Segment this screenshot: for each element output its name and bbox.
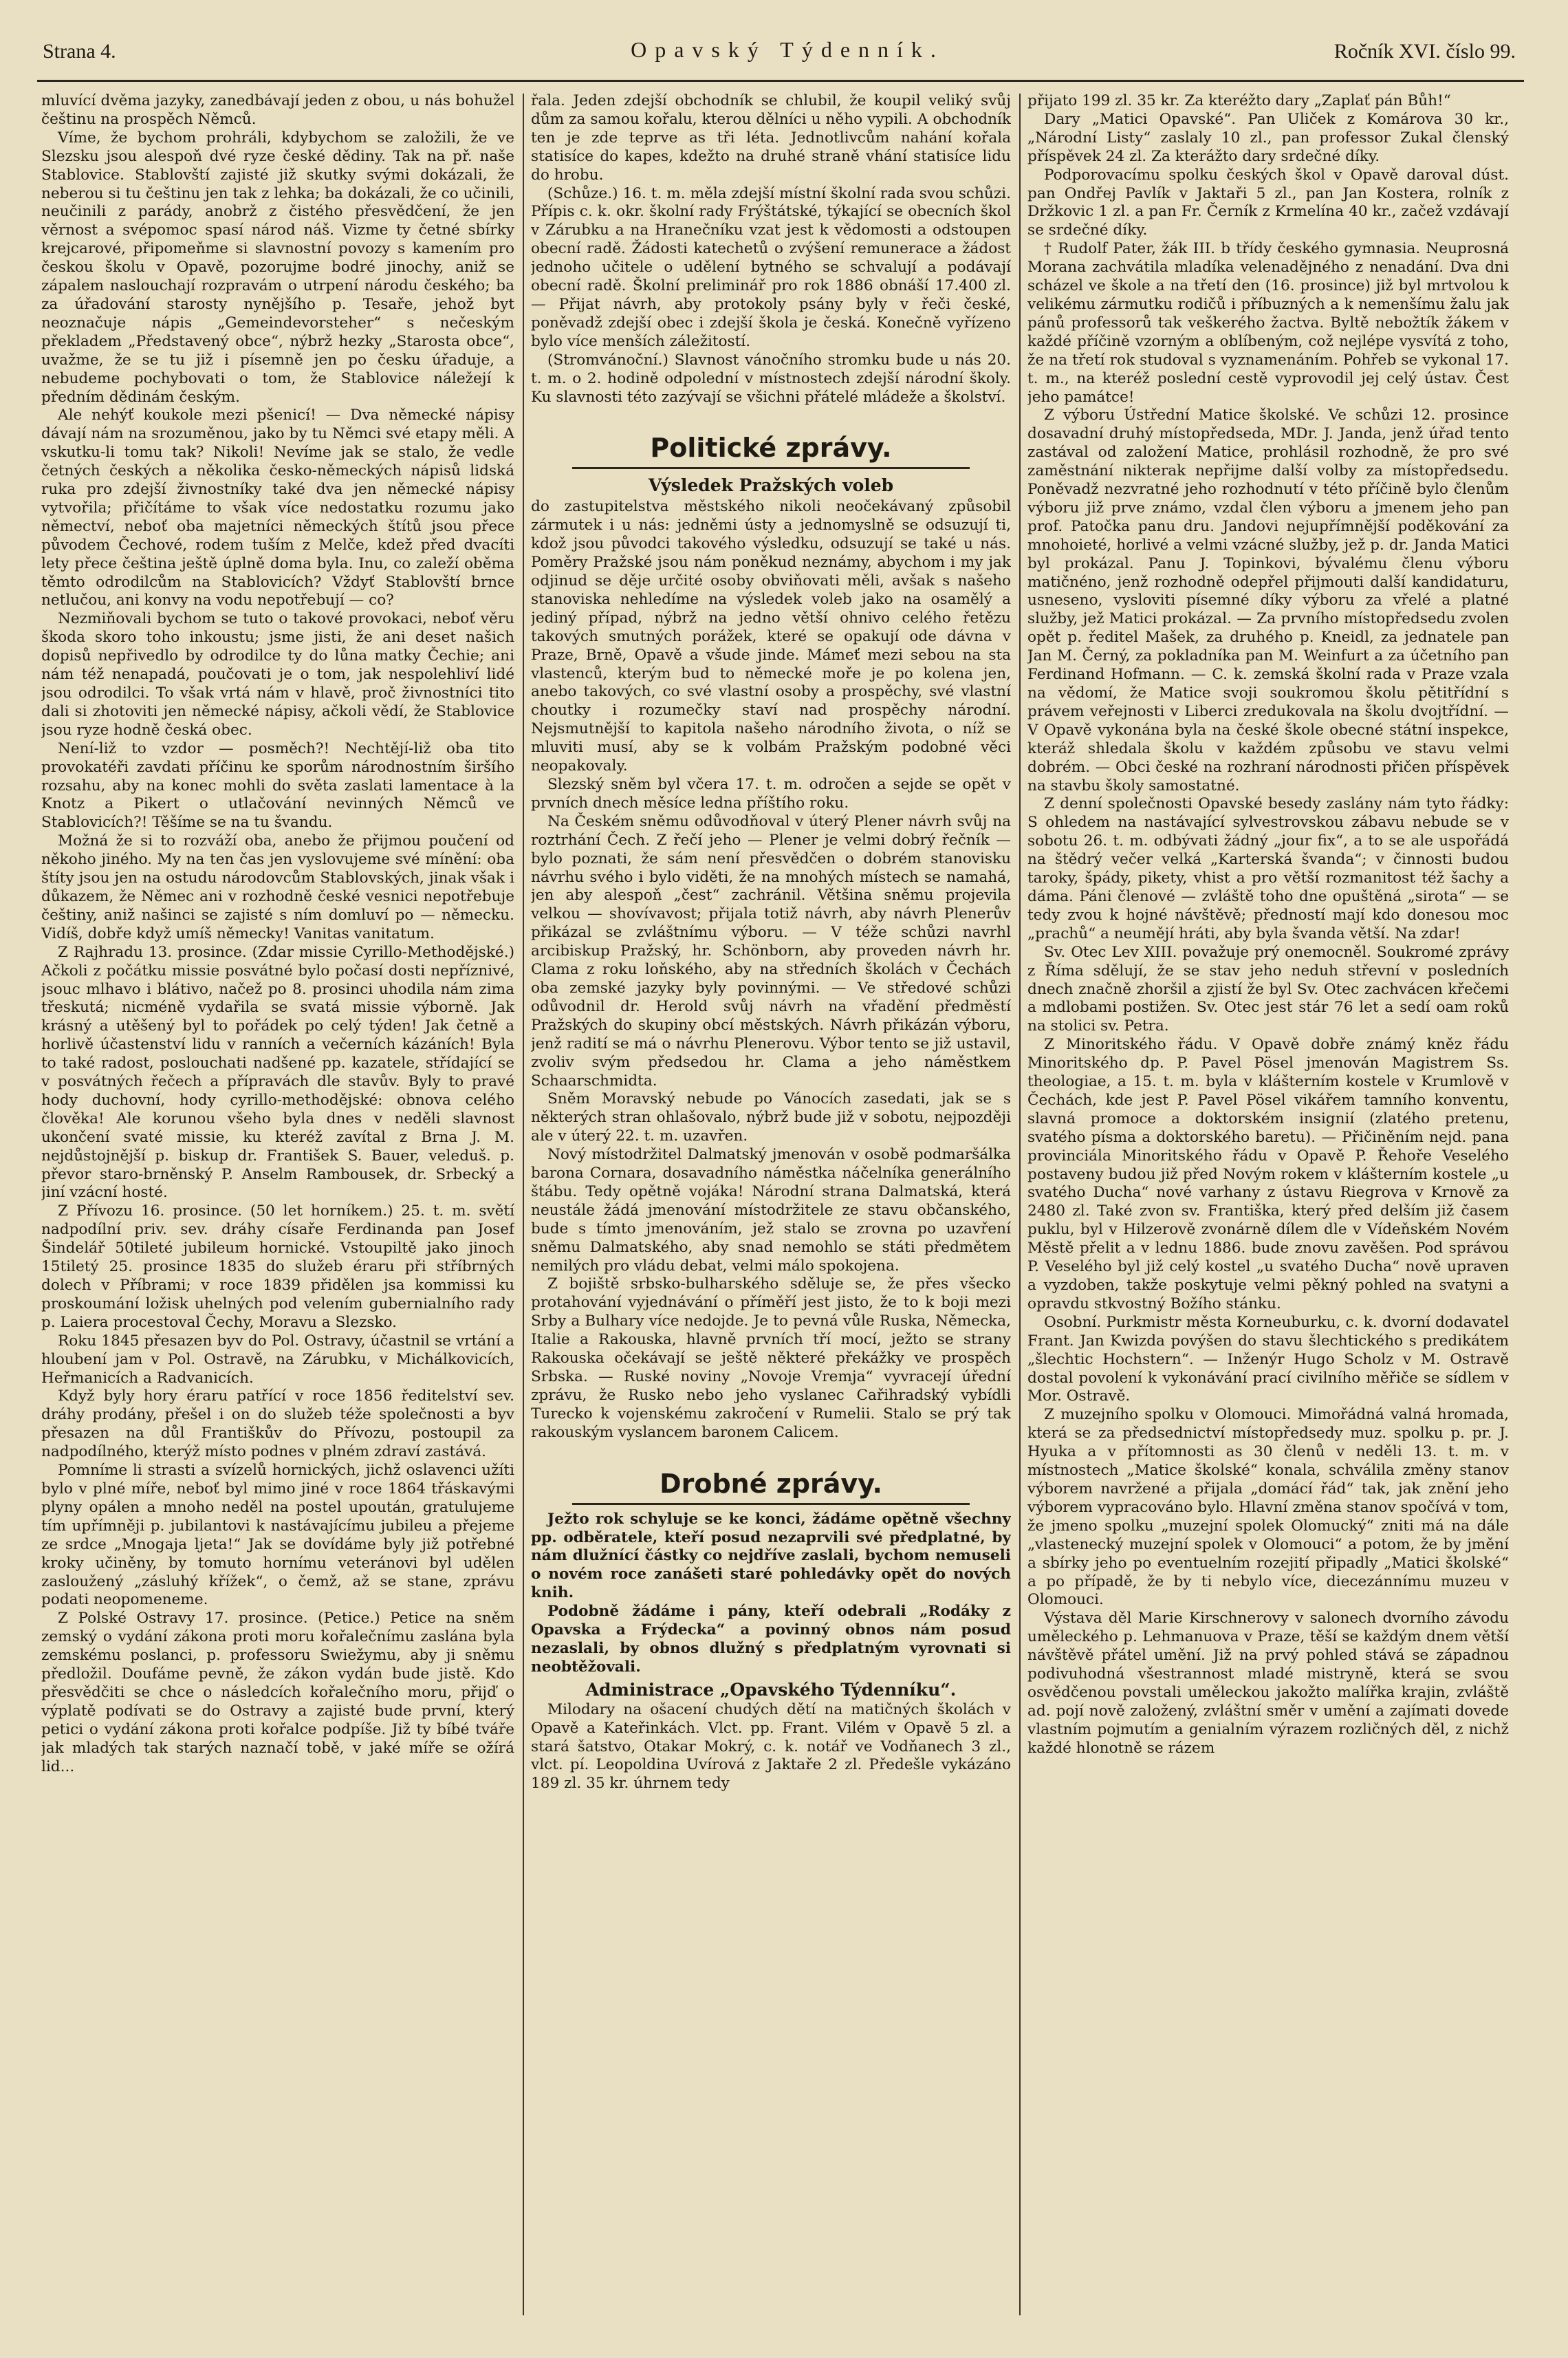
column-divider-1 bbox=[523, 94, 524, 2315]
column-3 bbox=[1027, 92, 1509, 2328]
paragraph: Ale nehýť koukole mezi pšenicí! — Dva německé nápisy dávají nám na srozuměnou, jako by tu Němci své etapy měli. A vskutku-li tomu tak? Nikoli! Nevíme jak se stalo, že vedle četných českých a několika česko-německých nápisů lidská ruka pro zdejší živnostníky také dva jen německé nápisy vytvořila; přičítáme to však více nedostatku rozumu jako němectví, neboť oba majetníci německých štítů jsou přece původem Čechové, rodem tuším z Melče, kdež před dvacíti lety přece čeština ještě úplně doma byla. Inu, co zaleží oběma těmto odrodilcům na Stablovicích? Vždyť Stablovští brnce netlučou, ani konvy na vodu nepotřebují — co? bbox=[41, 407, 514, 609]
paragraph: Pomníme li strasti a svízelů hornických, jichž oslavenci užíti bylo v plné míře, neboť byl mimo jiné v roce 1864 třáskavými plyny opálen a mnoho neděl na postel upoután, gratulujeme tím upřímněji p. jubilantovi k nastávajícímu jubileu a přejeme ze srdce „Mnogaja ljeta!“ Jak se dovídáme byly již potřebné kroky učiněny, by tomuto hornímu veteránovi byl udělen zasloužený „zásluhý křížek“, o čemž, až se stane, zprávu podati neopomeneme. bbox=[41, 1462, 514, 1609]
paragraph: † Rudolf Pater, žák III. b třídy českého gymnasia. Neuprosná Morana zachvátila mladíka velenadějného z nenadání. Dva dni scházel ve škole a na třetí den (16. prosince) již byl mrtvolou k velikému zármutku rodičů i příbuzných a k nemenšímu žalu jak pánů professorů tak veškerého žactva. Byltě nebožtík žákem v každé příčině vzorným a oblíbeným, což nejlépe vysvítá z toho, že na třetí rok studoval s vyznamenáním. Pohřeb se vykonal 17. t. m., na kteréž poslední cestě vyprovodil jej celý ústav. Čest jeho památce! bbox=[1027, 240, 1509, 406]
paragraph: Není-liž to vzdor — posměch?! Nechtějí-liž oba tito provokatéři zavdati příčinu ke sporům národnostním širšího rozsahu, aby na konec mohli do světa zaslati lamentace à la Knotz a Pikert o utlačování nevinných Němců ve Stablovicích?! Těšíme se na tu švandu. bbox=[41, 739, 514, 832]
newspaper-page bbox=[28, 30, 1547, 2335]
paragraph: Sněm Moravský nebude po Vánocích zasedati, jak se s některých stran ohlašovalo, nýbrž bude již v sobotu, nejpozději ale v úterý 22. t. m. uzavřen. bbox=[531, 1090, 1011, 1145]
paragraph: Na Českém sněmu odůvodňoval v úterý Plener návrh svůj na roztrhání Čech. Z řečí jeho — Plener je velmi dobrý řečník — bylo poznati, že sám není přesvědčen o dobrém stanovisku návrhu svého i bylo viděti, že na mnohých místech se namahá, jen aby alespoň „čest“ zachránil. Většina sněmu projevila velkou — shovívavost; přijala totiž návrh, aby návrh Plenerův přikázal se zvláštnímu výboru. — V téže schůzi navrhl arcibiskup Pražský, hr. Schönborn, aby proveden návrh hr. Clama z roku loňského, aby na středních školách v Čechách oba zemské jazyky byly povinnými. — Ve středové schůzi odůvodnil dr. Herold svůj návrh na vřadění předměstí Pražských do skupiny obcí městských. Návrh přikázán výboru, jenž radití se má o návrhu Plenerovu. Výbor tento se již ustavil, zvoliv svým předsedou hr. Clama a jeho náměstkem Schaarschmidta. bbox=[531, 812, 1011, 1090]
paragraph: Z bojiště srbsko-bulharského sděluje se, že přes všecko protahování vyjednávání o příměří jest jisto, že to k boji mezi Srby a Bulhary více nedojde. Je to pevná vůle Ruska, Německa, Italie a Rakouska, hlavně prvních tří mocí, ježto se strany Rakouska očekávají se ještě některé překážky ve prospěch Srbska. — Ruské noviny „Novoje Vremja“ vyvracejí úřední zprávu, že Rusko nebo jeho vyslanec Cařihradský vybídli Turecko k vojenskému zakročení v Rumelii. Stalo se prý tak rakouským vyslancem baronem Calicem. bbox=[531, 1275, 1011, 1441]
paragraph: Podporovacímu spolku českých škol v Opavě daroval dúst. pan Ondřej Pavlík v Jaktaři 5 zl., pan Jan Kostera, rolník z Držkovic 1 zl. a pan Fr. Černík z Krmelína 40 kr., začež vzdávají se srdečné díky. bbox=[1027, 166, 1509, 239]
paragraph: (Schůze.) 16. t. m. měla zdejší místní školní rada svou schůzi. Přípis c. k. okr. školní rady Frýštátské, týkající se obecních škol v Zárubku a na Hranečníku vzat jest k vědomosti a odstoupen obecní radě. Žádosti katechetů o zvýšení remunerace a žádost jednoho učitele o udělení bytného se schvalují a podávají obecní radě. Školní preliminář pro rok 1886 obnáší 17.400 zl. — Přijat návrh, aby protokoly psány byly v řeči české, poněvadž zdejší obec i zdejší škola je česká. Konečně vyřízeno bylo více menších záležitostí. bbox=[531, 184, 1011, 350]
header-rule bbox=[37, 80, 1524, 82]
issue-label: Ročník XVI. číslo 99. bbox=[1333, 40, 1516, 63]
paragraph: Dary „Matici Opavské“. Pan Uliček z Komárova 30 kr., „Národní Listy“ zaslaly 10 zl., pan professor Zukal členský příspěvek 24 zl. Za kterážto dary srdečné díky. bbox=[1027, 110, 1509, 165]
paragraph: Nezmiňovali bychom se tuto o takové provokaci, neboť věru škoda skoro toho inkoustu; jsme jisti, že ani deset našich dopisů nepřivedlo by odrodilce ty do lůna matky Čechie; ani nám též nenapadá, poučovati je o tom, jak nespolehliví lidé jsou odrodilci. To však vrtá nám v hlavě, proč živnostníci tito dali si zhotoviti jen německé nápisy, ačkoli vědí, že Stablovice jsou ryze hodně česká obec. bbox=[41, 610, 514, 739]
page-number: Strana 4. bbox=[43, 40, 116, 63]
column-divider-2 bbox=[1019, 94, 1021, 2315]
paragraph: Víme, že bychom prohráli, kdybychom se založili, že ve Slezsku jsou alespoň dvé ryze české dědiny. Tak na př. naše Stablovice. Stablovští zajisté již skutky svými dokázali, že neberou si tu češtinu jen tak z lehka; ba dokázali, že co učinili, neučinili z parády, anobrž z čistého přesvědčení, že jen věrnost a svépomoc spasí národ náš. Vizme ty četné sbírky krejcarové, připomeňme si slavnostní povozy s kamením pro českou školu v Opavě, pozorujme bodré jinochy, aniž se zápalem naslouchají rozpravám o utrpení národu českého; ba za úřadování starosty nynějšího p. Tesaře, jehož byt neoznačuje nápis „Gemeindevorsteher“ s nečeským překladem „Představený obce“, nýbrž hezky „Starosta obce“, uvažme, že se tu již i písemně jen po česku úřaduje, a nebudeme pochybovati o tom, že Stablovice náležejí k předním dědinám českým. bbox=[41, 129, 514, 406]
running-header bbox=[28, 30, 1547, 72]
paragraph: řala. Jeden zdejší obchodník se chlubil, že koupil veliký svůj dům za samou kořalu, kterou dělníci u něho vypili. A obchodník ten je zde teprve as tři léta. Jednotlivcům nahání kořala statisíce do kapes, kdežto na druhé straně vhání statisíce lidu do hrobu. bbox=[531, 92, 1011, 184]
paragraph: Z Rajhradu 13. prosince. (Zdar missie Cyrillo-Methodějské.) Ačkoli z počátku missie posvátné bylo počasí dosti nepříznivé, jsouc mlhavo i blátivo, načež po 8. prosinci uhodila nám zima třeskutá; nicméně vydařila se svatá missie výborně. Jak krásný a utěšený byl to pořádek po celý týden! Jak četně a horlivě účastenství lidu v ranních a večerních kázáních! Byla to také radost, poslouchati nadšené pp. kazatele, střídající se v posvátných řečech a přípravách dle stavův. Byly to pravé hody duchovní, hody cyrillo-methodějské: obnova celého člověka! Ale korunou všeho byla dnes v neděli slavnost ukončení svaté missie, ku kteréž zavítal z Brna J. M. nejdůstojnější p. biskup dr. František S. Bauer, veleduš. p. převor staro-brněnský P. Anselm Rambousek, dr. Srbecký a jiní vzácní hosté. bbox=[41, 943, 514, 1202]
paragraph: Podobně žádáme i pány, kteří odebrali „Rodáky z Opavska a Frýdecka“ a povinný obnos nám posud nezaslali, by obnos dlužný s předplatným vyrovnati si neobtěžovali. bbox=[531, 1603, 1011, 1676]
paragraph: Z muzejního spolku v Olomouci. Mimořádná valná hromada, která se za předsednictví místopředsedy muz. spolku p. pr. J. Hyuka a v přítomnosti as 30 členů v neděli 13. t. m. v místnostech „Matice školské“ konala, schválila změny stanov výborem navržené a přijala „domácí řád“ tak, jak znění jeho výborem vypracováno bylo. Hlavní změna stanov spočívá v tom, že jmeno spolku „muzejní spolek Olomucký“ zniti má na dále „vlastenecký muzejní spolek v Olomouci“ a potom, že by jmění a sbírky jeho po eventuelním rozejití připadly „Matici školské“ a po případě, že by ti nebylo více, diecezánnímu muzeu v Olomouci. bbox=[1027, 1406, 1509, 1609]
paragraph: mluvící dvěma jazyky, zanedbávají jeden z obou, u nás bohužel češtinu na prospěch Němců. bbox=[41, 92, 514, 128]
section-title-small-news: Drobné zprávy. bbox=[660, 1468, 882, 1499]
column-2 bbox=[531, 92, 1011, 2328]
paragraph: Slezský sněm byl včera 17. t. m. odročen a sejde se opět v prvních dnech měsíce ledna příštího roku. bbox=[531, 776, 1011, 812]
paragraph: Výstava děl Marie Kirschnerovy v salonech dvorního závodu uměleckého p. Lehmanuova v Praze, těší se každým dnem větší návštěvě přátel umění. Již na prvý pohled stává se západnou podivuhodná všestrannost mladé mistryně, která se svou osvědčenou povstali uměleckou jakožto malířka krajin, zvláště ad. pojí nově založený, zvláštní směr v umění a zajímati dovede vlastním pojmutím a genialním výrazem rozličných děl, z nichž každé hlonotně se rázem bbox=[1027, 1610, 1509, 1757]
paragraph: Milodary na ošacení chudých dětí na matičných školách v Opavě a Kateřinkách. Vlct. pp. Frant. Vilém v Opavě 5 zl. a stará šatstvo, Otakar Mokrý, c. k. notář ve Vodňanech 3 zl., vlct. pí. Leopoldina Uvírová z Jaktaře 2 zl. Předešle vykázáno 189 zl. 35 kr. úhrnem tedy bbox=[531, 1700, 1011, 1793]
paragraph: Z výboru Ústřední Matice školské. Ve schůzi 12. prosince dosavadní druhý místopředseda, MDr. J. Janda, jenž úřad tento zastával od založení Matice, prohlásil rozhodně, že pro své zaměstnání nikterak nepřijme další volby za místopředsedu. Poněvadž nezvratné jeho rozhodnutí v této příčině bylo členům výboru již prve známo, vzdal člen výboru a jmenem jeho pan prof. Patočka panu dru. Jandovi nejupřímnější poděkování za mnohoieté, horlivé a velmi vzácné služby, jež p. dr. Janda Matici byl prokázal. Panu J. Topinkovi, bývalému členu výboru matičnéno, jenž rozhodně odepřel přijmouti další kandidaturu, usneseno, vysloviti písemné díky výboru za vřelé a platné služby, jež Matici prokázal. — Za prvního místopředsedu zvolen opět p. ředitel Mašek, za druhého p. Kneidl, za jednatele pan Jan M. Černý, za pokladníka pan M. Weinfurt a za účetního pan Ferdinand Hofmann. — C. k. zemská školní rada v Praze vzala na vědomí, že Matice svoji soukromou školu pětitřídní s právem veřejnosti v Liberci zredukovala na školu dvojtřídní. — V Opavě vykonána byla na české škole obecné státní inspekce, kteráž shledala školu v každém způsobu ve stavu velmi dobrém. — Obci české na rozhraní národnosti přičen příspěvek na stavbu školy samostatné. bbox=[1027, 407, 1509, 794]
paragraph: Nový místodržitel Dalmatský jmenován v osobě podmaršálka barona Cornara, dosavadního náměstka náčelníka generálního štábu. Tedy opětně vojáka! Národní strana Dalmatská, která neustále žádá jmenování místodržitele ze stavu občanského, bude s tímto jmenováním, jež stalo se zrovna po uzavření sněmu Dalmatského, aby snad nemohlo se státi předmětem nemilých pro vládu debat, velmi málo spokojena. bbox=[531, 1146, 1011, 1275]
paragraph: do zastupitelstva městského nikoli neočekávaný způsobil zármutek i u nás: jedněmi ústy a jednomyslně se odsuzují ti, kdož jsou původci takového výsledku, odsuzují se také u nás. Poměry Pražské jsou nám poněkud neznámy, abychom i my jak odjinud se děje určité osoby obviňovati měli, avšak s našeho stanoviska nehledíme na výsledek voleb jako na osamělý a jediný případ, nýbrž na jedno větší ohnivo celého řetězu takových smutných porážek, které se opakují ode dávna v Praze, Brně, Opavě a všude jinde. Mámeť mezi sebou na sta vlastenců, kterým bud to německé moře je po kolena jen, anebo takových, co své vlastní osoby a prospěchy, své vlastní choutky i rozumečky staví nad prospěchy národní. Nejsmutnější to kapitola našeho národního života, o níž se mluviti musí, aby se k volbám Pražským podobné věci neopakovaly. bbox=[531, 498, 1011, 775]
paragraph: Z Minoritského řádu. V Opavě dobře známý kněz řádu Minoritského dp. P. Pavel Pösel jmenován Magistrem Ss. theologiae, a 15. t. m. byla v klášterním kostele v Krumlově v Čechách, kde jest P. Pavel Pösel vikářem tamního konventu, slavná promoce a doktorském insignií (zlatého pretenu, svatého písma a doktorského baretu). — Přičiněním nejd. pana provinciála Minoritského řádu v Opavě P. Řehoře Veselého postaveny budou již před Novým rokem v klášterním kostele „u svatého Ducha“ nové varhany z ústavu Riegrova v Krnově za 2480 zl. Také zvon sv. Františka, který před delším již časem puklu, byl v Hilzerově zvonárně dílem dle v Vídeňském Novém Městě přelit a v lednu 1886. bude znovu zavěšen. Pod správou P. Veselého byl již celý kostel „u svatého Ducha“ nově upraven a vyzdoben, takže poskytuje velmi pěkný pohled na svatyni a opravdu stkvostný Božího stánku. bbox=[1027, 1036, 1509, 1312]
paragraph: Z Polské Ostravy 17. prosince. (Petice.) Petice na sněm zemský o vydání zákona proti moru kořalečnímu zaslána byla zemskému poslanci, p. professoru Swiežymu, aby ji sněmu předložil. Doufáme pevně, že zákon vydán bude jistě. Kdo přesvědčiti se chce o následcích kořalečního moru, přijď o výplatě podívati se do Ostravy a zajisté bude první, který petici o vydání zákona proti kořalce podpíše. Již ty bíbé tváře jak mladých tak starých naznačí tobě, v jaké míře se ožírá lid... bbox=[41, 1610, 514, 1775]
paragraph: Sv. Otec Lev XIII. považuje prý onemocněl. Soukromé zprávy z Říma sdělují, že se stav jeho neduh střevní v posledních dnech značně zhoršil a zjistí že byl Sv. Otec zachvácen křečemi a mdlobami postižen. Sv. Otec jest stár 76 let a sedí oam roků na stolici sv. Petra. bbox=[1027, 943, 1509, 1035]
paragraph: přijato 199 zl. 35 kr. Za kteréžto dary „Zaplať pán Bůh!“ bbox=[1027, 92, 1451, 109]
section-title-political: Politické zprávy. bbox=[650, 433, 892, 464]
newspaper-title: Opavský Týdenník. bbox=[631, 37, 944, 62]
paragraph: Ježto rok schyluje se ke konci, žádáme opětně všechny pp. odběratele, kteří posud nezaprvili své předplatné, by nám dlužnící částky co nejdříve zaslali, bychom nemuseli o novém roce zanášeti staré pohledávky opět do nových knih. bbox=[531, 1510, 1011, 1602]
administration-heading: Administrace „Opavského Týdenníku“. bbox=[585, 1679, 957, 1700]
paragraph: Roku 1845 přesazen byv do Pol. Ostravy, účastnil se vrtání a hloubení jam v Pol. Ostravě, na Zárubku, v Michálkovicích, Heřmanicích a Radvanicích. bbox=[41, 1332, 514, 1387]
paragraph: Možná že si to rozváží oba, anebo že přijmou poučení od někoho jiného. My na ten čas jen vyslovujeme své mínění: oba štíty jsou jen na ostudu národovcům Stablovských, jinak však i důkazem, že Němec ani v rozhodně české vesnici nepotřebuje češtiny, aniž našinci se zajisté s ním domluví po — německu. Vidíš, dobře když umíš německy! Vanitas vanitatum. bbox=[41, 832, 514, 942]
section-rule bbox=[572, 467, 970, 469]
political-subtitle: Výsledek Pražských voleb bbox=[648, 475, 894, 496]
paragraph: Osobní. Purkmistr města Korneuburku, c. k. dvorní dodavatel Frant. Jan Kwizda povýšen do stavu šlechtického s predikátem „šlechtic Hochstern“. — Inženýr Hugo Scholz v M. Ostravě dostal povolení k vykonávání prací civilního měřiče se sídlem v Mor. Ostravě. bbox=[1027, 1313, 1509, 1405]
column-1 bbox=[41, 92, 514, 2328]
paragraph: Z denní společnosti Opavské besedy zaslány nám tyto řádky: S ohledem na nastávající sylvestrovskou zábavu nebude se v sobotu 26. t. m. odbývati žádný „jour fix“, a to se ale uspořádá na štědrý večer velká „Karterská švanda“; v činnosti budou taroky, špády, pikety, vhist a pro větší rozmanitost též šachy a dáma. Páni členové — zvláště toho dne opuštěná „sirota“ — se tedy zvou k hojné návštěvě; předností mají kdo donesou moc „prachů“ a neumějí hráti, aby byla švanda větší. Na zdar! bbox=[1027, 795, 1509, 942]
paragraph: Z Přívozu 16. prosince. (50 let horníkem.) 25. t. m. světí nadpodílní priv. sev. dráhy císaře Ferdinanda pan Josef Šindelář 50tileté jubileum hornické. Vstoupiltě jako jinoch 15tiletý 25. prosince 1835 do služeb éraru při stříbrných dolech v Příbrami; v roce 1839 přidělen jsa kommissi ku proskoumání ložisk uhelných pod velením gubernialního rady p. Laiera procestoval Čechy, Moravu a Slezsko. bbox=[41, 1202, 514, 1331]
paragraph: (Stromvánoční.) Slavnost vánočního stromku bude u nás 20. t. m. o 2. hodině odpolední v místnostech zdejší národní školy. Ku slavnosti této zazývají se všichni přátelé mládeže a školství. bbox=[531, 351, 1011, 406]
paragraph: Když byly hory éraru patřící v roce 1856 ředitelství sev. dráhy prodány, přešel i on do služeb téže společnosti a byv přesazen na důl Františkův do Přívozu, postoupil za nadpodílného, kterýž místo podnes v plném zdraví zastává. bbox=[41, 1387, 514, 1461]
section-rule bbox=[572, 1503, 970, 1505]
